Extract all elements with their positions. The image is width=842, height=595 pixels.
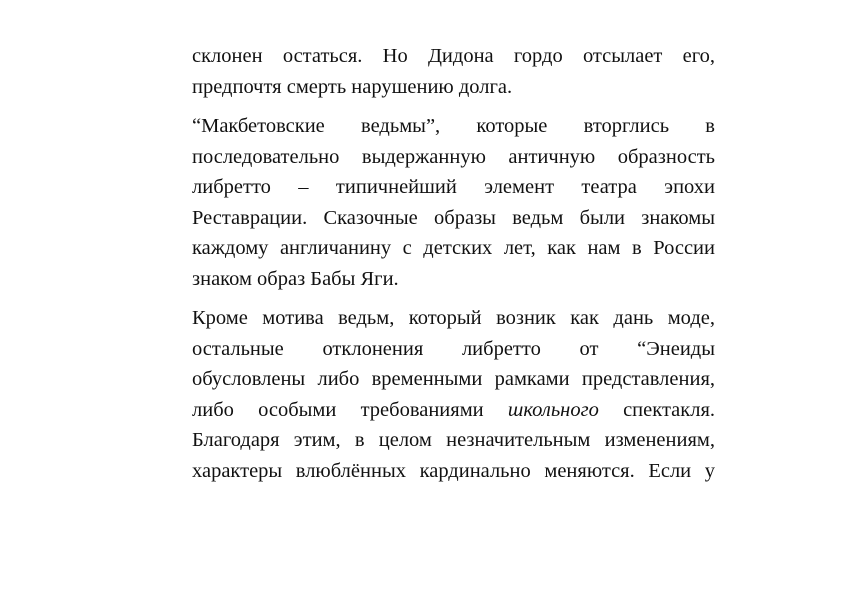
text-line: Реставрации. Сказочные образы ведьм были знакомы [192, 206, 715, 229]
text-line: либретто – типичнейший элемент театра эпохи [192, 176, 715, 198]
paragraph-libretto-deviations [192, 303, 715, 486]
text-line: “Макбетовские ведьмы”, которые вторглись в [192, 115, 715, 137]
text-line: Благодаря этим, в целом незначительным изменениям, [192, 429, 715, 451]
text-line: предпочтя смерть нарушению долга. [192, 75, 513, 98]
text-line: знаком образ Бабы Яги. [192, 267, 399, 290]
text-line: обусловлены либо временными рамками представления, [192, 368, 715, 390]
text-line: остальные отклонения либретто от “Энеиды [192, 337, 715, 360]
text-line: последовательно выдержанную античную образность [192, 145, 715, 168]
body-text [192, 41, 715, 486]
text-line [192, 395, 715, 426]
text-line: склонен остаться. Но Дидона гордо отсылает его, [192, 45, 715, 67]
text-line: каждому англичанину с детских лет, как нам в России [192, 237, 715, 259]
emphasis-text: школьного [507, 398, 599, 421]
paragraph-dido [192, 41, 715, 102]
text-segment: либо особыми требованиями [192, 398, 508, 421]
text-line: Кроме мотива ведьм, который возник как дань моде, [192, 307, 715, 329]
paragraph-witches [192, 111, 715, 294]
text-line: характеры влюблённых кардинально меняются. Если у [192, 459, 715, 482]
text-segment: спектакля. [598, 398, 715, 421]
